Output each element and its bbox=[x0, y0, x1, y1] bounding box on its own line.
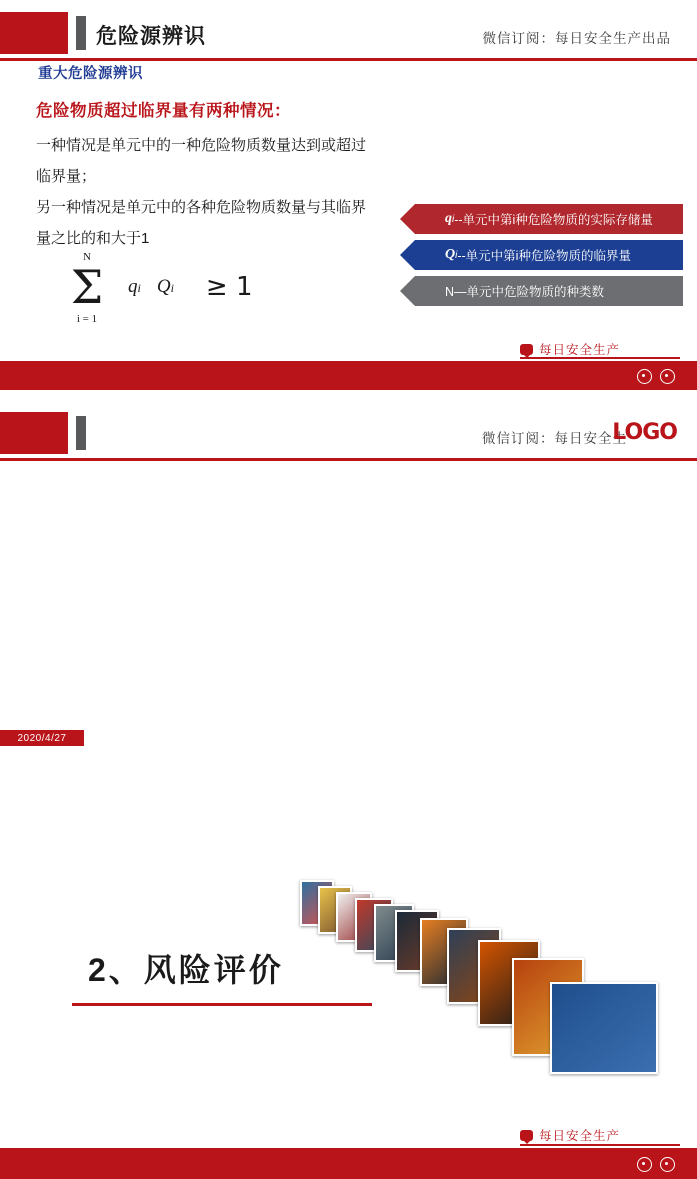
summation-lower-limit: i = 1 bbox=[76, 313, 98, 325]
callout-Q-text: --单元中第i种危险物质的临界量 bbox=[457, 249, 631, 263]
slide2-title-rule bbox=[72, 1003, 372, 1006]
sigma-glyph: Σ bbox=[70, 260, 104, 314]
slide1-subtitle: 重大危险源辨识 bbox=[38, 66, 143, 82]
slide2-logo: LOGO bbox=[612, 420, 677, 445]
slide-1 bbox=[0, 0, 697, 390]
dot-icon bbox=[660, 1157, 675, 1172]
fraction bbox=[122, 276, 180, 298]
slide1-header-rule bbox=[0, 58, 697, 61]
slide1-footer-dots bbox=[637, 369, 675, 384]
slide2-section-title: 2、风险评价 bbox=[88, 952, 284, 988]
callout-N bbox=[415, 276, 683, 306]
callout-Q-symbol: Q bbox=[445, 247, 456, 262]
dot-icon bbox=[637, 1157, 652, 1172]
slide1-formula bbox=[60, 251, 253, 325]
slide1-paragraph-2: 另一种情况是单元中的各种危险物质数量与其临界量之比的和大于1 bbox=[36, 199, 367, 247]
slide2-top-right-note: 微信订阅：每日安全生 bbox=[482, 431, 627, 446]
slide2-watermark-rule bbox=[520, 1144, 680, 1146]
slide2-footer-bar bbox=[0, 1148, 697, 1179]
fraction-denominator: Qi bbox=[156, 276, 174, 297]
slide1-watermark-text: 每日安全生产 bbox=[539, 343, 621, 357]
slide2-red-block bbox=[0, 412, 68, 454]
callout-Q: Q i --单元中第i种危险物质的临界量 bbox=[415, 240, 683, 270]
callout-N-text: N—单元中危险物质的种类数 bbox=[445, 285, 605, 299]
slide2-footer-dots bbox=[637, 1157, 675, 1172]
slide1-footer-bar bbox=[0, 361, 697, 390]
slide2-photo-collage bbox=[300, 870, 690, 1085]
slide1-paragraph-1: 一种情况是单元中的一种危险物质数量达到或超过临界量； bbox=[36, 137, 367, 185]
summation-symbol bbox=[60, 247, 114, 327]
slide1-watermark-rule bbox=[520, 357, 680, 359]
slide2-header-rule bbox=[0, 458, 697, 461]
slide1-gray-bar bbox=[76, 16, 86, 50]
slide-2 bbox=[0, 400, 697, 1143]
formula-relation: ≥ 1 bbox=[205, 272, 253, 302]
dot-icon bbox=[660, 369, 675, 384]
callout-q-text: --单元中第i种危险物质的实际存储量 bbox=[454, 213, 653, 227]
callout-q: q i --单元中第i种危险物质的实际存储量 bbox=[415, 204, 683, 234]
slide2-wechat-watermark bbox=[520, 1126, 620, 1144]
slide1-red-block bbox=[0, 12, 68, 54]
slide1-wechat-watermark bbox=[520, 340, 620, 358]
slide1-heading: 危险物质超过临界量有两种情况： bbox=[36, 102, 291, 120]
callout-q-symbol: q bbox=[445, 211, 452, 226]
slide2-watermark-text: 每日安全生产 bbox=[539, 1129, 621, 1143]
summation-upper-limit: N bbox=[83, 251, 91, 263]
dot-icon bbox=[637, 369, 652, 384]
slide2-gray-bar bbox=[76, 416, 86, 450]
slide1-top-right-note: 微信订阅：每日安全生产出品 bbox=[482, 31, 671, 46]
collage-photo bbox=[550, 982, 658, 1074]
wechat-icon bbox=[520, 344, 533, 355]
slide2-date: 2020/4/27 bbox=[0, 730, 84, 746]
fraction-numerator: qi bbox=[128, 276, 141, 297]
slide1-title: 危险源辨识 bbox=[96, 25, 206, 48]
wechat-icon bbox=[520, 1130, 533, 1141]
